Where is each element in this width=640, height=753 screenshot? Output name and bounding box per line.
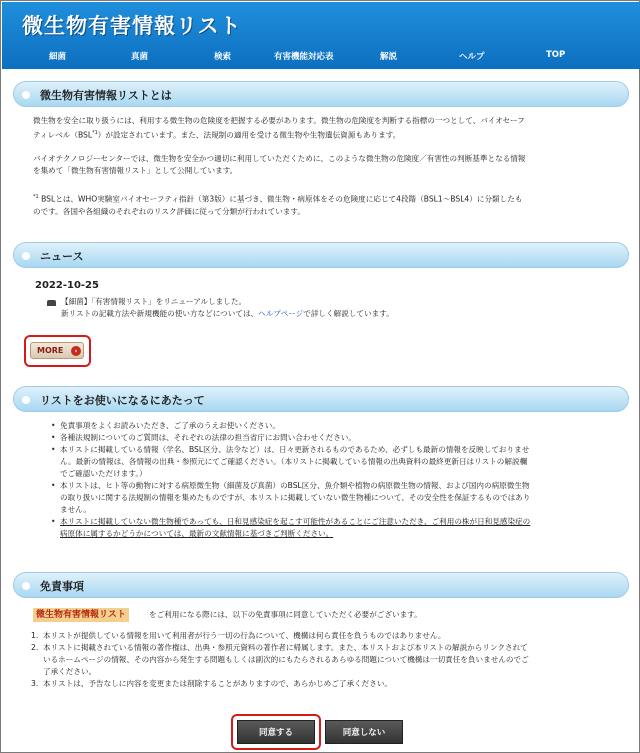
highlight-box [231, 714, 321, 750]
news-header [13, 242, 629, 268]
nav-fungi[interactable]: 真菌 [131, 52, 149, 62]
nav-search[interactable]: 検索 [214, 52, 232, 62]
site-header [2, 2, 640, 69]
disclaimer-intro: をご利用になる際には、以下の免責事項に同意していただく必要がございます。 [149, 610, 422, 619]
list-item: • 免責事項をよくお読みいただき、ご了承のうえお使いください。 [51, 420, 621, 432]
list-item: 3. 本リストは、予告なしに内容を変更または削除することがありますので、あらかじめご了承ください。 [31, 679, 393, 688]
disclaimer-list [31, 630, 623, 690]
highlight-box [24, 335, 91, 367]
main-nav [2, 46, 640, 68]
list-item: 1. 本リストが提供している情報を用いて利用者が行う一切の行為について、機構は何ら責任を負うものではありません。 [31, 631, 446, 640]
list-item: • 本リストに掲載している情報（学名、BSL区分、法令など）は、日々更新されるものであるため、必ずしも最新の情報を反映しておりませ ん。最新の情報は、各情報の出典・参照元にてご確認ください。（本リストに掲載している情報の出典資料の最終更新日はリストの解説欄 でご確認いただけます。） [51, 444, 621, 480]
news-bullet-icon [47, 300, 56, 306]
nav-bacteria[interactable]: 細菌 [49, 52, 67, 62]
usage-list [51, 420, 621, 540]
usage-header [13, 386, 629, 412]
more-button[interactable]: MORE › [30, 342, 84, 359]
about-paragraph-2: バイオテクノロジーセンターでは、微生物を安全かつ適切に利用していただくために、このような微生物の危険度／有害性の判断基準となる情報 を集めて「微生物有害情報リスト」として公開しています。 [33, 154, 526, 175]
about-paragraph-1: 微生物を安全に取り扱うには、利用する微生物の危険度を把握する必要があります。微生物の危険度を判断する指標の一つとして、バイオセーフ ティレベル（BSL$^{*1}$）が設定されています。また、法規制の適用を受ける微生物や生物遺伝資源もあります。 [33, 116, 525, 140]
disclaimer-section [13, 572, 629, 752]
usage-section [13, 386, 629, 556]
news-section [13, 242, 629, 372]
list-item: • 本リストは、ヒト等の動物に対する病原微生物（細菌及び真菌）のBSL区分、魚介類や植物の病原微生物の情報、および国内の病原微生物 の取り扱いに関する法規制の情報を集めたものですが、本リストに掲載していない微生物種について、その安全性を保証するものではあり ません。 [51, 480, 621, 516]
about-section [13, 81, 629, 231]
list-item: • 各種法規制についてのご質問は、それぞれの法律の担当省庁にお問い合わせください。 [51, 432, 621, 444]
nav-explanation[interactable]: 解説 [380, 52, 398, 62]
about-footnote: $^{*1}$ BSLとは、WHO実験室バイオセーフティ指針（第3版）に基づき、微生物・病原体をその危険度に応じて4段階（BSL1～BSL4）に分類したも のです。各国や各組織のそれぞれのリスク評価に従って分類が行われています。 [33, 194, 523, 216]
bullet-dot-icon [22, 582, 30, 590]
list-item: 2. 本リストに掲載されている情報の著作権は、出典・参照元資料の著作者に帰属します。また、本リストおよび本リストの解説からリンクされて いるホームページの情報、その内容から発生する問題もしくは副次的にもたらされるあらゆる問題について機構は一切責任を負いませんのでご 了承ください。 [31, 643, 529, 676]
help-page-link[interactable]: ヘルプページ [258, 309, 304, 318]
disclaimer-title: 免責事項 [40, 580, 84, 593]
nav-harmful-function-table[interactable]: 有害機能対応表 [274, 52, 334, 62]
site-title[interactable]: 微生物有害情報リスト [22, 14, 242, 38]
news-item: 【細菌】「有害情報リスト」をリニューアルしました。 新リストの記載方法や新規機能の使い方などについては、ヘルプページで詳しく解説しています。 [61, 297, 394, 318]
news-title: ニュース [40, 250, 84, 263]
usage-title: リストをお使いになるにあたって [40, 394, 205, 407]
nav-top[interactable]: TOP [546, 50, 566, 60]
news-date: 2022-10-25 [35, 280, 99, 291]
arrow-right-icon: › [71, 346, 81, 356]
bullet-dot-icon [22, 396, 30, 404]
bullet-dot-icon [22, 252, 30, 260]
list-name-tag: 微生物有害情報リスト [33, 608, 129, 622]
agree-button[interactable]: 同意する [237, 720, 315, 744]
about-header [13, 81, 629, 107]
list-item: • 本リストに掲載していない微生物種であっても、日和見感染症を起こす可能性があることにご注意いただき、ご利用の株が日和見感染症の 病原体に属するかどうかについては、最新の文献情報に基づきご判断ください。 [51, 516, 621, 540]
bullet-dot-icon [22, 91, 30, 99]
disclaimer-header [13, 572, 629, 598]
nav-help[interactable]: ヘルプ [459, 52, 485, 62]
about-title: 微生物有害情報リストとは [40, 89, 172, 102]
disagree-button[interactable]: 同意しない [325, 720, 403, 744]
